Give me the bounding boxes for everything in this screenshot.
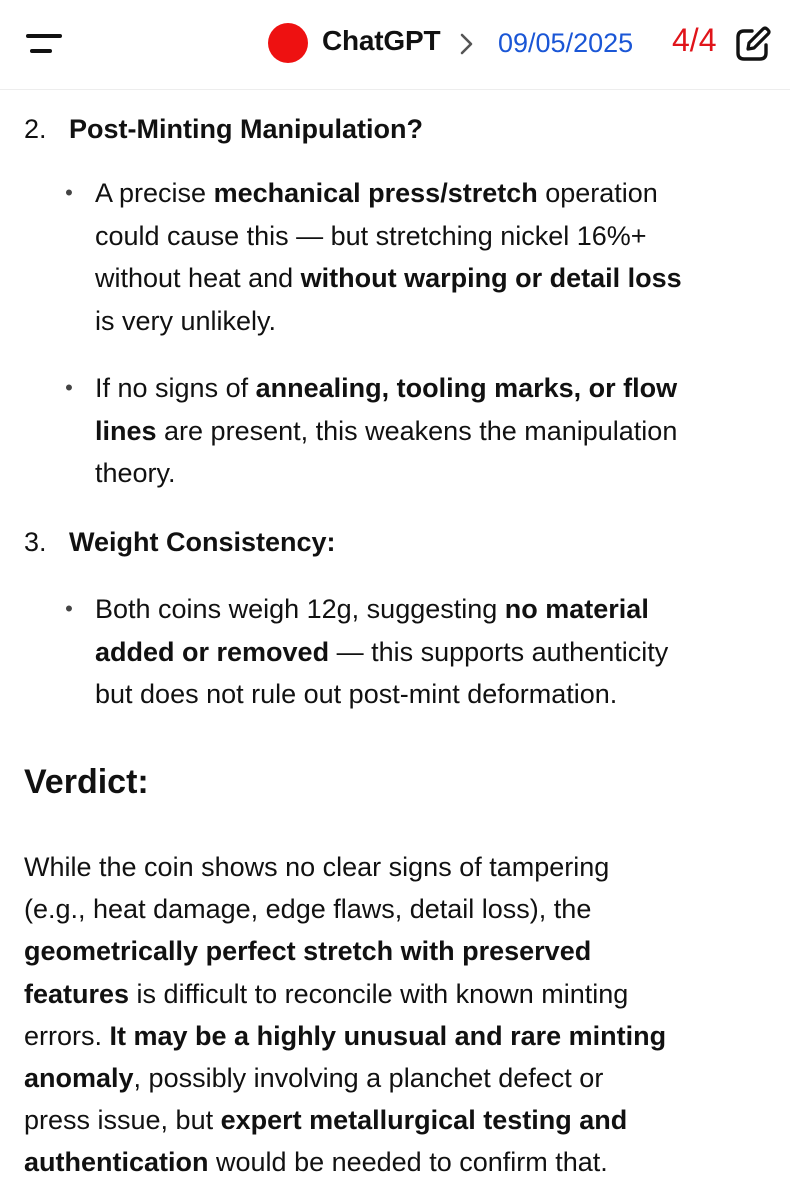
bold-text: features <box>24 978 130 1009</box>
conversation-date: 09/05/2025 <box>498 28 634 58</box>
text-run: but does not rule out post-mint deformation. <box>95 679 618 709</box>
text-line <box>95 367 785 410</box>
section-title: Weight Consistency: <box>69 527 336 557</box>
text-line <box>24 973 784 1015</box>
bold-text: no material <box>504 594 649 624</box>
text-line <box>95 410 785 453</box>
text-line <box>24 1141 784 1183</box>
bold-text: expert metallurgical testing and <box>220 1105 628 1136</box>
app-title[interactable]: ChatGPT <box>322 25 441 56</box>
chat-message <box>0 92 790 1200</box>
text-run: would be needed to confirm that. <box>208 1147 608 1178</box>
text-run: While the coin shows no clear signs of tampering <box>24 852 610 882</box>
text-run: is difficult to reconcile with known minting <box>129 978 629 1009</box>
bold-text: mechanical press/stretch <box>213 178 538 208</box>
text-run: without heat and <box>95 263 301 293</box>
text-line <box>24 846 784 888</box>
text-run: , possibly involving a planchet defect or <box>133 1063 604 1094</box>
menu-icon[interactable] <box>24 30 64 58</box>
bold-text: authentication <box>24 1147 209 1178</box>
text-run: — this supports authenticity <box>329 636 669 667</box>
text-line <box>24 1015 784 1057</box>
text-run: A precise <box>95 178 214 208</box>
text-run: theory. <box>95 458 176 488</box>
text-run: could cause this — but stretching nickel 16%+ <box>95 220 647 251</box>
text-run: (e.g., heat damage, edge flaws, detail loss), the <box>24 894 592 925</box>
bullet-text <box>95 367 785 495</box>
bold-text: geometrically perfect stretch with preserved <box>24 936 592 967</box>
bold-text: anomaly <box>24 1063 134 1094</box>
section-number: 2. <box>24 114 47 144</box>
text-line <box>95 172 785 215</box>
bold-text: lines <box>95 415 157 446</box>
text-run: If no signs of <box>95 373 256 403</box>
verdict-heading: Verdict: <box>24 763 149 801</box>
text-line <box>95 673 785 716</box>
text-line <box>24 1099 784 1141</box>
chevron-right-icon[interactable] <box>458 32 476 56</box>
text-line <box>95 215 785 258</box>
bullet-icon: • <box>65 596 73 621</box>
text-line <box>95 452 785 495</box>
text-run: are present, this weakens the manipulation <box>156 415 678 446</box>
red-status-dot <box>268 23 308 63</box>
text-run: is very unlikely. <box>95 305 277 336</box>
bold-text: annealing, tooling marks, or flow <box>255 373 678 403</box>
section-title: Post-Minting Manipulation? <box>69 114 423 144</box>
bold-text: without warping or detail loss <box>300 263 682 293</box>
text-run: press issue, but <box>24 1105 221 1136</box>
bold-text: It may be a highly unusual and rare minting <box>109 1020 667 1051</box>
bullet-text <box>95 172 785 342</box>
text-line <box>95 257 785 300</box>
text-line <box>95 300 785 343</box>
bold-text: added or removed <box>95 636 330 667</box>
text-line <box>24 930 784 972</box>
text-run: operation <box>537 178 658 208</box>
section-heading <box>24 521 336 563</box>
bullet-text <box>95 588 785 716</box>
top-bar <box>0 0 790 90</box>
bullet-icon: • <box>65 375 73 400</box>
response-counter: 4/4 <box>672 22 717 58</box>
text-line <box>95 588 785 631</box>
text-line <box>95 631 785 674</box>
bullet-icon: • <box>65 180 73 205</box>
edit-icon[interactable] <box>732 25 772 65</box>
section-heading <box>24 108 423 150</box>
section-number: 3. <box>24 527 47 557</box>
text-run: errors. <box>24 1020 110 1051</box>
text-run: Both coins weigh 12g, suggesting <box>95 594 505 624</box>
text-line <box>24 888 784 930</box>
verdict-paragraph <box>24 846 784 1184</box>
text-line <box>24 1057 784 1099</box>
